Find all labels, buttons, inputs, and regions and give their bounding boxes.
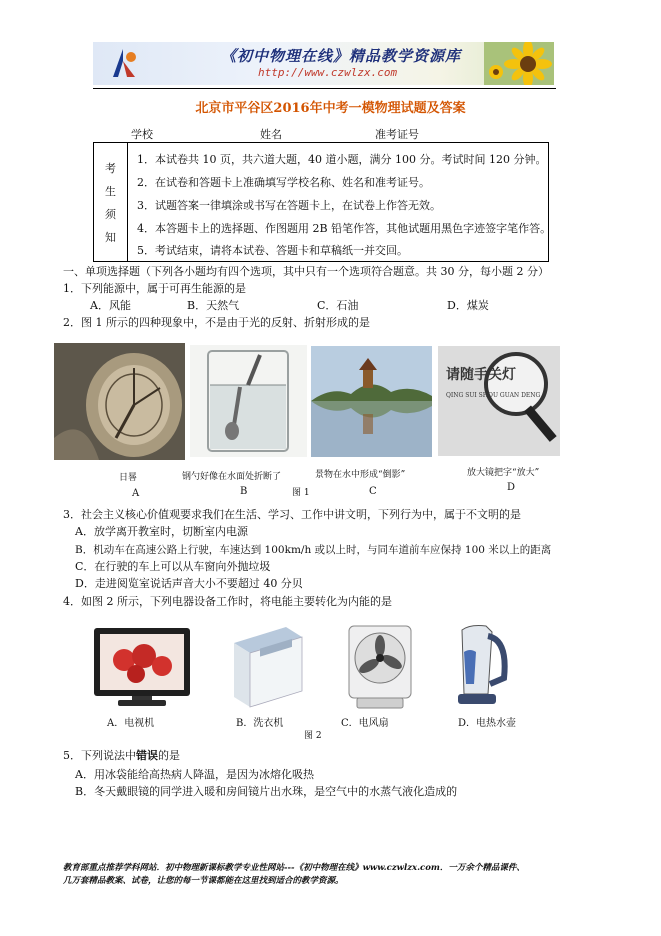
notice-item: 5．考试结束，请将本试卷、答题卡和草稿纸一并交回。: [137, 244, 408, 257]
notice-label-char: 须: [105, 208, 116, 221]
fig1-label: 图 1: [292, 488, 310, 498]
electric-kettle-icon: [452, 622, 512, 708]
fig2-caption-c: C．电风扇: [341, 718, 389, 729]
fig1-caption-b: 钢勺好像在水面处折断了: [182, 472, 282, 482]
info-field-name: 姓名: [260, 128, 282, 141]
fig1-caption-a: 日晷: [119, 473, 138, 483]
fig1-letter-a: A: [132, 488, 140, 499]
washing-machine-icon: [226, 623, 306, 709]
q1-option-a: A．风能: [90, 299, 131, 312]
electric-fan-icon: [345, 622, 415, 712]
fig1-caption-c: 景物在水中形成“倒影”: [315, 470, 406, 480]
sundial-icon: [54, 343, 185, 460]
sundial-photo: [54, 343, 185, 460]
q3-option-d: D．走进阅览室说话声音大小不要超过 40 分贝: [75, 577, 303, 590]
header-banner: [93, 42, 554, 85]
q3-option-a: A．放学离开教室时，切断室内电源: [75, 525, 248, 538]
q1-option-b: B．天然气: [187, 299, 240, 312]
footer-line-1: 教育部重点推荐学科网站．初中物理新课标教学专业性网站---《初中物理在线》www.czwlzx.com．一万余个精品课件、: [63, 863, 525, 873]
notice-label-char: 生: [105, 185, 116, 198]
fig1-letter-d: D: [507, 482, 516, 493]
reflection-icon: [311, 346, 432, 457]
fig1-caption-d: 放大镜把字“放大”: [467, 468, 540, 478]
magnifier-pinyin: QING SUI SHOU GUAN DENG: [446, 392, 541, 399]
page-footer: [63, 862, 603, 888]
banner-url: http://www.czwlzx.com: [258, 66, 398, 79]
q1-option-d: D．煤炭: [447, 299, 489, 312]
q5-option-a: A．用冰袋能给高热病人降温，是因为冰熔化吸热: [75, 768, 314, 781]
section-heading: 一、单项选择题（下列各小题均有四个选项，其中只有一个选项符合题意。共 30 分，每小题 2 分）: [63, 265, 549, 278]
television-icon: [92, 626, 192, 708]
notice-label-char: 考: [105, 162, 116, 175]
q3-stem: 3．社会主义核心价值观要求我们在生活、学习、工作中讲文明，下列行为中，属于不文明的是: [63, 508, 521, 521]
header-divider: [93, 88, 556, 89]
sunflower-icon: [484, 42, 554, 85]
info-field-school: 学校: [131, 128, 153, 141]
fig1-letter-c: C: [369, 486, 377, 497]
q1-stem: 1．下列能源中，属于可再生能源的是: [63, 282, 246, 295]
magnifier-icon: [438, 346, 560, 456]
q5-stem-suffix: 的是: [158, 749, 180, 762]
fig2-caption-a: A．电视机: [107, 718, 155, 729]
notice-box: [93, 142, 552, 262]
site-logo-icon: [105, 47, 141, 80]
q5-stem-prefix: 5．下列说法中: [63, 749, 136, 762]
fig1-letter-b: B: [240, 486, 248, 497]
q2-stem: 2．图 1 所示的四种现象中，不是由于光的反射、折射形成的是: [63, 316, 370, 329]
fig2-caption-b: B．洗衣机: [236, 718, 284, 729]
q5-stem: [63, 749, 180, 763]
footer-line-2: 几万套精品教案、试卷，让您的每一节课都能在这里找到适合的教学资源。: [63, 876, 344, 886]
spoon-glass-icon: [190, 345, 307, 457]
document-title: 北京市平谷区2016年中考一模物理试题及答案: [195, 101, 466, 116]
banner-title: 《初中物理在线》精品教学资源库: [221, 47, 462, 65]
info-field-exam-id: 准考证号: [375, 128, 419, 141]
q5-stem-emphasis: 错误: [136, 749, 158, 762]
spoon-in-water-photo: [190, 345, 307, 457]
notice-item: 2．在试卷和答题卡上准确填写学校名称、姓名和准考证号。: [137, 176, 430, 189]
fig2-caption-d: D．电热水壶: [458, 718, 517, 729]
notice-item: 1．本试卷共 10 页，共六道大题，40 道小题，满分 100 分。考试时间 120 分钟。: [137, 153, 547, 166]
magnifier-text: 请随手关灯: [446, 367, 516, 383]
reflection-photo: [311, 346, 432, 457]
q3-option-b: B．机动车在高速公路上行驶，车速达到 100km/h 或以上时，与同车道前车应保持 100 米以上的距离: [75, 544, 552, 556]
notice-label-char: 知: [105, 231, 116, 244]
magnifier-photo: [438, 346, 560, 456]
notice-item: 4．本答题卡上的选择题、作图题用 2B 铅笔作答，其他试题用黑色字迹签字笔作答。: [137, 222, 552, 235]
notice-label: [94, 143, 128, 261]
q5-option-b: B．冬天戴眼镜的同学进入暖和房间镜片出水珠，是空气中的水蒸气液化造成的: [75, 785, 458, 798]
q4-stem: 4．如图 2 所示，下列电器设备工作时，将电能主要转化为内能的是: [63, 595, 392, 608]
notice-item: 3．试题答案一律填涂或书写在答题卡上，在试卷上作答无效。: [137, 199, 441, 212]
q1-option-c: C．石油: [317, 299, 359, 312]
q3-option-c: C．在行驶的车上可以从车窗向外抛垃圾: [75, 560, 271, 573]
fig2-label: 图 2: [304, 731, 322, 741]
